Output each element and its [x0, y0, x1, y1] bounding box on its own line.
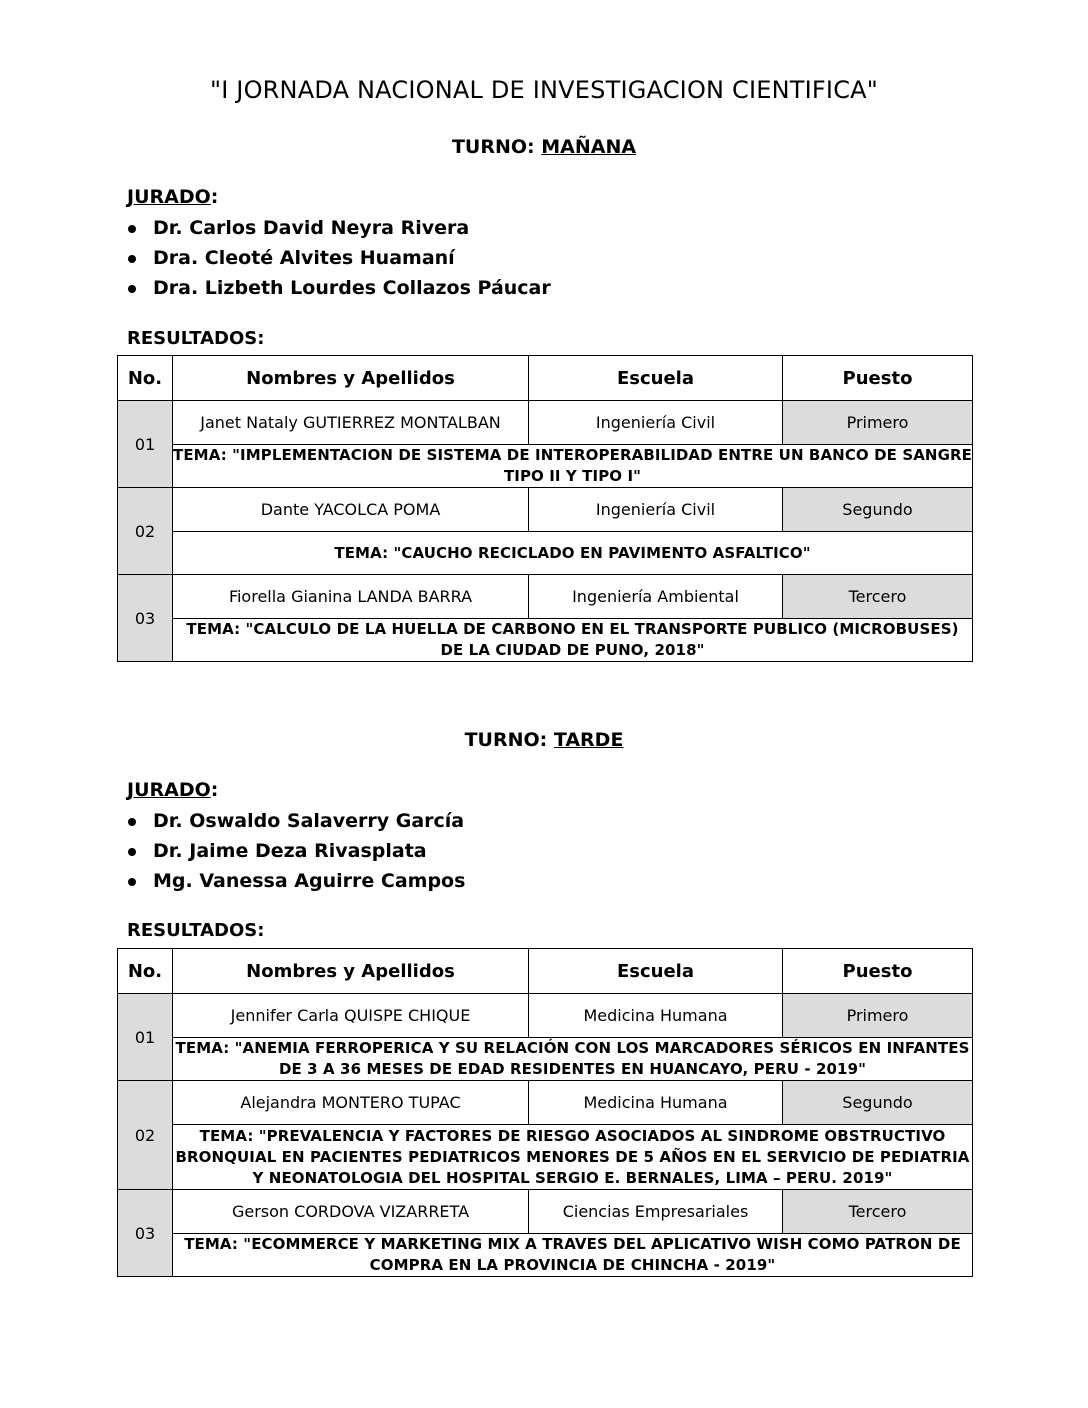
- row-number: 03: [118, 1190, 173, 1277]
- table-row: [118, 575, 973, 619]
- table-header-row: [118, 356, 973, 401]
- place-rank: Tercero: [783, 1190, 973, 1234]
- jurado-list-tarde: [127, 806, 465, 896]
- place-rank: Primero: [783, 401, 973, 445]
- header-nombres: Nombres y Apellidos: [173, 356, 529, 401]
- jurado-member-name: Dra. Lizbeth Lourdes Collazos Páucar: [153, 277, 551, 299]
- header-no: No.: [118, 949, 173, 994]
- jurado-member: [127, 213, 551, 243]
- header-puesto: Puesto: [783, 356, 973, 401]
- tema-text: TEMA: "ECOMMERCE Y MARKETING MIX A TRAVES DEL APLICATIVO WISH COMO PATRON DE COMPRA EN LA PROVINCIA DE CHINCHA - 2019": [173, 1234, 973, 1277]
- table-row-tema: [118, 532, 973, 575]
- resultados-heading-tarde: RESULTADOS:: [127, 920, 265, 941]
- row-number: 03: [118, 575, 173, 662]
- participant-name: Dante YACOLCA POMA: [173, 488, 529, 532]
- turno-label: TURNO:: [464, 729, 554, 751]
- school-name: Ciencias Empresariales: [529, 1190, 783, 1234]
- header-no: No.: [118, 356, 173, 401]
- place-rank: Segundo: [783, 488, 973, 532]
- header-escuela: Escuela: [529, 949, 783, 994]
- table-header-row: [118, 949, 973, 994]
- school-name: Ingeniería Ambiental: [529, 575, 783, 619]
- header-escuela: Escuela: [529, 356, 783, 401]
- jurado-member-name: Dr. Jaime Deza Rivasplata: [153, 840, 427, 862]
- jurado-member: [127, 836, 465, 866]
- table-row: [118, 1081, 973, 1125]
- jurado-member: [127, 273, 551, 303]
- jurado-list-manana: [127, 213, 551, 303]
- bullet-icon: [128, 818, 136, 826]
- turno-value: TARDE: [553, 729, 624, 751]
- jurado-member-name: Mg. Vanessa Aguirre Campos: [153, 870, 466, 892]
- bullet-icon: [128, 255, 136, 263]
- participant-name: Jennifer Carla QUISPE CHIQUE: [173, 994, 529, 1038]
- jurado-heading-manana: [127, 186, 218, 208]
- table-row-tema: [118, 445, 973, 488]
- bullet-icon: [128, 848, 136, 856]
- row-number: 01: [118, 994, 173, 1081]
- turno-heading-tarde: [0, 729, 1088, 751]
- place-rank: Tercero: [783, 575, 973, 619]
- row-number: 01: [118, 401, 173, 488]
- school-name: Medicina Humana: [529, 994, 783, 1038]
- jurado-colon: :: [210, 186, 219, 208]
- results-table-manana: [117, 355, 973, 662]
- jurado-heading-tarde: [127, 779, 218, 801]
- tema-text: TEMA: "IMPLEMENTACION DE SISTEMA DE INTEROPERABILIDAD ENTRE UN BANCO DE SANGRE TIPO II Y TIPO I": [173, 445, 973, 488]
- table-row-tema: [118, 619, 973, 662]
- participant-name: Fiorella Gianina LANDA BARRA: [173, 575, 529, 619]
- row-number: 02: [118, 488, 173, 575]
- jurado-label: JURADO: [127, 186, 211, 208]
- turno-value: MAÑANA: [541, 136, 637, 158]
- header-puesto: Puesto: [783, 949, 973, 994]
- table-row: [118, 488, 973, 532]
- table-row-tema: [118, 1125, 973, 1190]
- table-row: [118, 1190, 973, 1234]
- school-name: Ingeniería Civil: [529, 401, 783, 445]
- bullet-icon: [128, 878, 136, 886]
- jurado-member-name: Dr. Oswaldo Salaverry García: [153, 810, 465, 832]
- tema-text: TEMA: "ANEMIA FERROPERICA Y SU RELACIÓN CON LOS MARCADORES SÉRICOS EN INFANTES DE 3 A 36 MESES DE EDAD RESIDENTES EN HUANCAYO, PERU - 2019": [173, 1038, 973, 1081]
- table-row-tema: [118, 1234, 973, 1277]
- jurado-colon: :: [210, 779, 219, 801]
- turno-label: TURNO:: [451, 136, 542, 158]
- tema-text: TEMA: "PREVALENCIA Y FACTORES DE RIESGO ASOCIADOS AL SINDROME OBSTRUCTIVO BRONQUIAL EN PACIENTES PEDIATRICOS MENORES DE 5 AÑOS EN EL SERVICIO DE PEDIATRIA Y NEONATOLOGIA DEL HOSPITAL SERGIO E. BERNALES, LIMA – PERU. 2019": [173, 1125, 973, 1190]
- document-title: "I JORNADA NACIONAL DE INVESTIGACION CIENTIFICA": [209, 76, 879, 104]
- jurado-member-name: Dr. Carlos David Neyra Rivera: [153, 217, 470, 239]
- participant-name: Janet Nataly GUTIERREZ MONTALBAN: [173, 401, 529, 445]
- participant-name: Alejandra MONTERO TUPAC: [173, 1081, 529, 1125]
- table-row: [118, 994, 973, 1038]
- table-row-tema: [118, 1038, 973, 1081]
- turno-heading-manana: [0, 136, 1088, 158]
- table-row: [118, 401, 973, 445]
- jurado-member: [127, 866, 465, 896]
- tema-text: TEMA: "CALCULO DE LA HUELLA DE CARBONO EN EL TRANSPORTE PUBLICO (MICROBUSES) DE LA CIUDAD DE PUNO, 2018": [173, 619, 973, 662]
- place-rank: Segundo: [783, 1081, 973, 1125]
- results-table-tarde: [117, 948, 973, 1277]
- jurado-member-name: Dra. Cleoté Alvites Huamaní: [153, 247, 455, 269]
- row-number: 02: [118, 1081, 173, 1190]
- school-name: Medicina Humana: [529, 1081, 783, 1125]
- school-name: Ingeniería Civil: [529, 488, 783, 532]
- jurado-member: [127, 806, 465, 836]
- resultados-heading-manana: RESULTADOS:: [127, 328, 265, 349]
- header-nombres: Nombres y Apellidos: [173, 949, 529, 994]
- place-rank: Primero: [783, 994, 973, 1038]
- jurado-member: [127, 243, 551, 273]
- jurado-label: JURADO: [127, 779, 211, 801]
- bullet-icon: [128, 285, 136, 293]
- tema-text: TEMA: "CAUCHO RECICLADO EN PAVIMENTO ASFALTICO": [173, 532, 973, 575]
- participant-name: Gerson CORDOVA VIZARRETA: [173, 1190, 529, 1234]
- bullet-icon: [128, 225, 136, 233]
